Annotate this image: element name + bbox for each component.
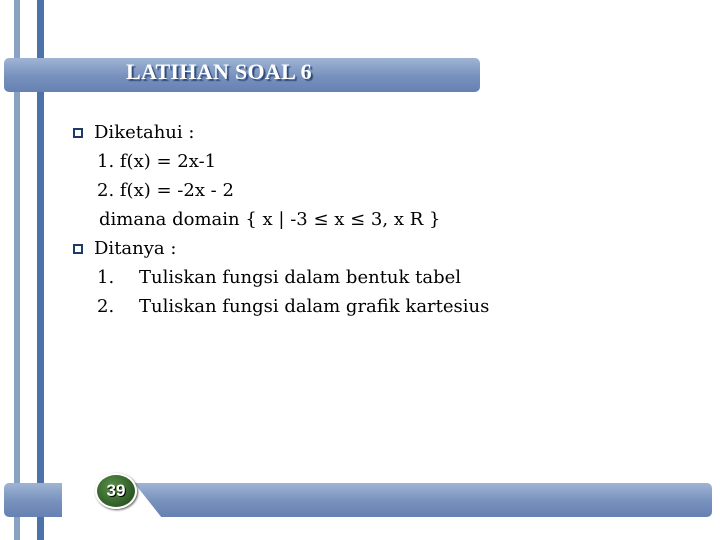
given-bullet [73,118,489,147]
asked-item-text: Tuliskan fungsi dalam grafik kartesius [139,296,490,317]
page-number-badge [95,473,137,509]
given-item-1: 1. f(x) = 2x-1 [97,151,217,172]
checkbox-bullet-icon [73,244,83,254]
asked-item-number: 2. [97,296,115,317]
slide-title: LATIHAN SOAL 6 [126,59,312,84]
slide-content [73,118,489,321]
asked-label: Ditanya : [94,238,177,259]
asked-bullet [73,234,489,263]
asked-item-number: 1. [97,267,115,288]
checkbox-bullet-icon [73,128,83,138]
asked-item-2 [73,292,489,321]
asked-item-1 [73,263,489,292]
given-item-2: 2. f(x) = -2x - 2 [97,180,234,201]
given-label: Diketahui : [94,122,195,143]
asked-item-text: Tuliskan fungsi dalam bentuk tabel [139,267,462,288]
domain-statement: dimana domain { x | -3 ≤ x ≤ 3, x R } [99,209,441,230]
page-number: 39 [106,481,126,500]
